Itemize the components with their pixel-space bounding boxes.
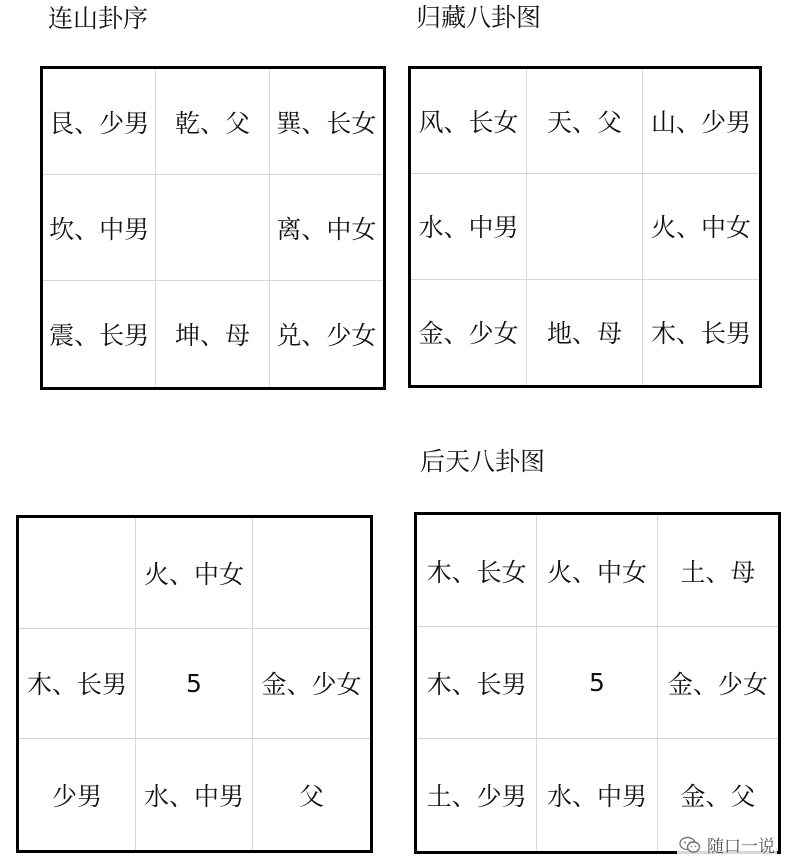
grid-cell: 地、母 bbox=[527, 280, 643, 385]
grid-cell: 天、父 bbox=[527, 69, 643, 174]
grid-cell: 土、母 bbox=[658, 515, 778, 627]
grid-cell: 木、长男 bbox=[19, 629, 136, 740]
grid-cell: 土、少男 bbox=[417, 739, 537, 851]
grid-cell: 坎、中男 bbox=[43, 175, 156, 281]
grid-cell bbox=[19, 518, 136, 629]
grid-cell: 艮、少男 bbox=[43, 69, 156, 175]
grid-cell: 金、少女 bbox=[253, 629, 370, 740]
watermark bbox=[677, 831, 777, 858]
grid-cell: 火、中女 bbox=[643, 174, 759, 279]
grid-cell: 水、中男 bbox=[136, 739, 253, 850]
grid-cell: 金、少女 bbox=[411, 280, 527, 385]
grid-cell: 5 bbox=[136, 629, 253, 740]
grid-cell bbox=[527, 174, 643, 279]
grid-cell: 巽、长女 bbox=[270, 69, 383, 175]
guizang-grid bbox=[408, 66, 762, 388]
grid-cell: 金、少女 bbox=[658, 627, 778, 739]
title-guizang: 归藏八卦图 bbox=[416, 3, 542, 32]
grid-cell: 坤、母 bbox=[156, 281, 269, 387]
grid-cell: 山、少男 bbox=[643, 69, 759, 174]
grid-cell: 乾、父 bbox=[156, 69, 269, 175]
grid-cell: 风、长女 bbox=[411, 69, 527, 174]
houtian-grid bbox=[414, 512, 781, 854]
grid-cell: 水、中男 bbox=[411, 174, 527, 279]
grid-cell: 震、长男 bbox=[43, 281, 156, 387]
title-houtian: 后天八卦图 bbox=[420, 447, 546, 476]
grid-cell: 火、中女 bbox=[537, 515, 657, 627]
title-lianshan: 连山卦序 bbox=[48, 4, 149, 33]
grid-cell: 木、长女 bbox=[417, 515, 537, 627]
grid-cell: 兑、少女 bbox=[276, 321, 377, 350]
grid-cell: 火、中女 bbox=[136, 518, 253, 629]
lianshan-grid bbox=[40, 66, 386, 390]
bottom-left-grid bbox=[16, 515, 373, 853]
grid-cell: 木、长男 bbox=[417, 627, 537, 739]
watermark-text: 随口一说 bbox=[707, 837, 775, 857]
grid-cell: 木、长男 bbox=[650, 319, 751, 349]
wechat-icon bbox=[679, 836, 701, 854]
grid-cell: 少男 bbox=[19, 739, 136, 850]
grid-cell: 水、中男 bbox=[537, 739, 657, 851]
grid-cell: 离、中女 bbox=[270, 175, 383, 281]
grid-cell bbox=[156, 175, 269, 281]
grid-cell: 5 bbox=[537, 627, 657, 739]
grid-cell: 父 bbox=[298, 781, 324, 811]
grid-cell: 金、父 bbox=[680, 782, 756, 811]
grid-cell bbox=[253, 518, 370, 629]
